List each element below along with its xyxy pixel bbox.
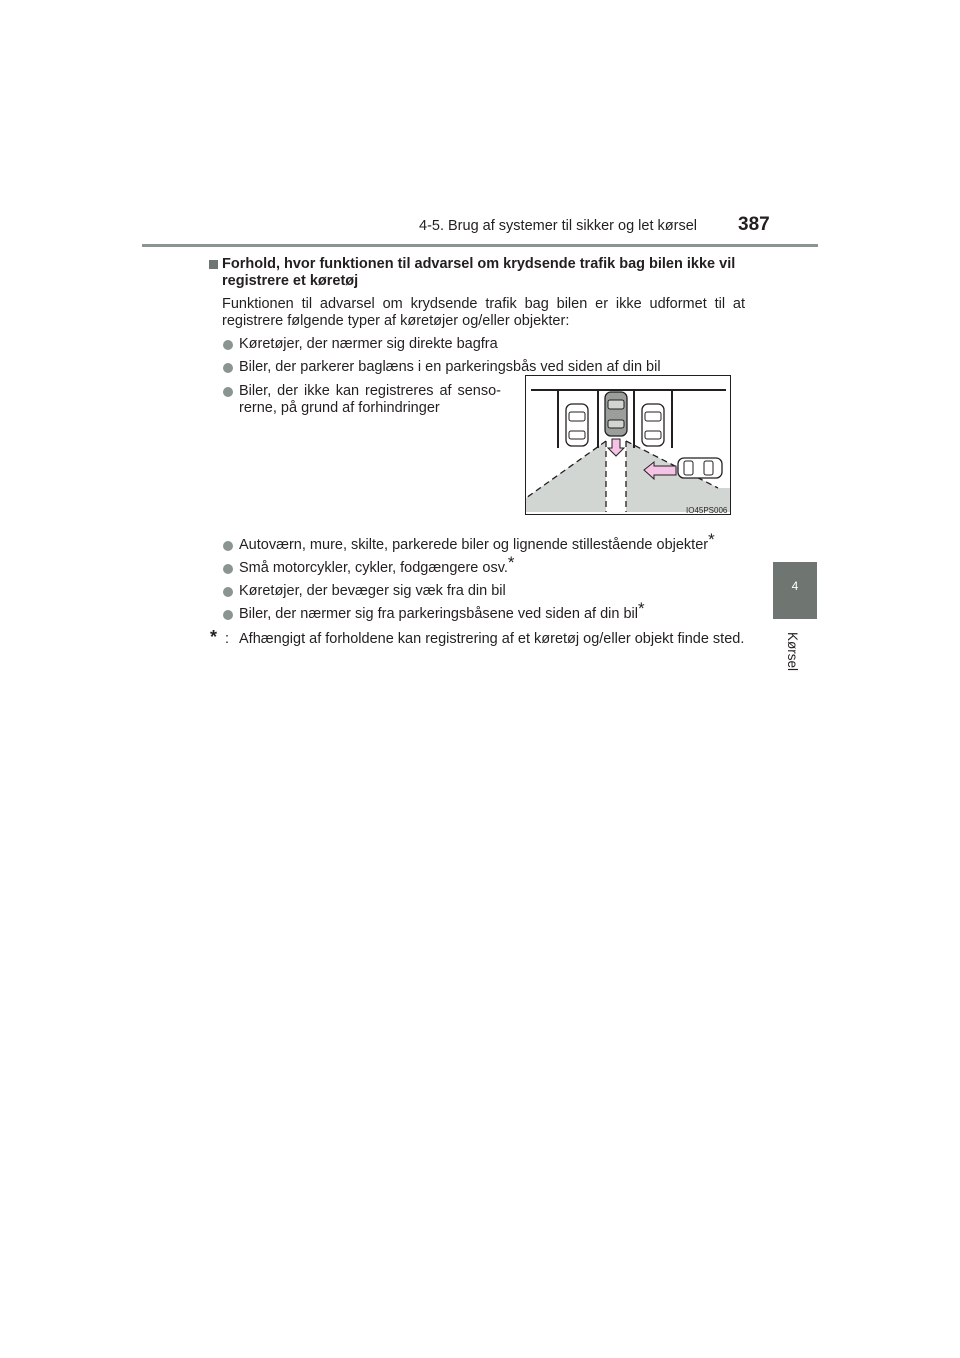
list-item-text: Biler, der parkerer baglæns i en parkeringsbås ved siden af din bil [239, 359, 661, 375]
list-item [210, 336, 745, 353]
header-section-title: 4-5. Brug af systemer til sikker og let kørsel [419, 218, 697, 234]
list-item-text: Autoværn, mure, skilte, parkerede biler og lignende stillestående objekter [239, 537, 709, 553]
footnote-marker: * [210, 627, 218, 647]
list-item-with-figure [210, 383, 745, 531]
list-item-text: Biler, der ikke kan registreres af senso-rerne, på grund af forhindringer [239, 383, 501, 416]
list-item-text: Køretøjer, der nærmer sig direkte bagfra [239, 336, 498, 352]
list-item [210, 599, 745, 623]
reverse-arrow-icon [608, 439, 624, 456]
list-item [210, 383, 501, 417]
chapter-label: Kørsel [785, 632, 800, 672]
parked-car-icon [566, 404, 588, 446]
bullet-dot-icon [223, 610, 233, 620]
bullet-dot-icon [223, 564, 233, 574]
bullet-dot-icon [223, 541, 233, 551]
list-item [210, 553, 745, 577]
header-rule [142, 244, 818, 247]
footnote-text: Afhængigt af forholdene kan registrering af et køretøj og/eller objekt finde sted. [239, 631, 745, 647]
parking-diagram [526, 376, 730, 514]
chapter-tab[interactable]: 4 [773, 562, 817, 619]
list-item-text: Biler, der nærmer sig fra parkeringsbåsene ved siden af din bil [239, 606, 638, 622]
section-heading-text: Forhold, hvor funktionen til advarsel om krydsende trafik bag bilen ikke vil registrere et køretøj [222, 256, 736, 289]
bullet-dot-icon [223, 340, 233, 350]
square-bullet-icon [209, 260, 218, 269]
asterisk-mark: * [637, 599, 645, 618]
asterisk-mark: * [708, 530, 715, 549]
approaching-car-icon [678, 458, 722, 478]
list-item [210, 530, 745, 554]
parking-illustration [525, 375, 731, 515]
page-number: 387 [738, 214, 770, 235]
bullet-dot-icon [223, 387, 233, 397]
bullet-dot-icon [223, 587, 233, 597]
left-detection-zone [526, 441, 606, 512]
list-item-text: Små motorcykler, cykler, fodgængere osv. [239, 560, 508, 576]
own-car-icon [605, 392, 627, 436]
footnote [210, 627, 745, 648]
intro-paragraph: Funktionen til advarsel om krydsende trafik bag bilen er ikke udformet til at registrere følgende typer af køretøjer og/eller objekter: [222, 296, 745, 329]
section-heading [210, 256, 745, 290]
list-item-text: Køretøjer, der bevæger sig væk fra din bil [239, 583, 506, 599]
footnote-colon: : [225, 631, 230, 647]
list-item [210, 359, 745, 376]
list-item [210, 583, 745, 600]
bullet-dot-icon [223, 363, 233, 373]
main-content [210, 256, 745, 648]
parked-car-icon [642, 404, 664, 446]
asterisk-mark: * [507, 553, 515, 572]
figure-id: IO45PS006 [686, 506, 728, 515]
